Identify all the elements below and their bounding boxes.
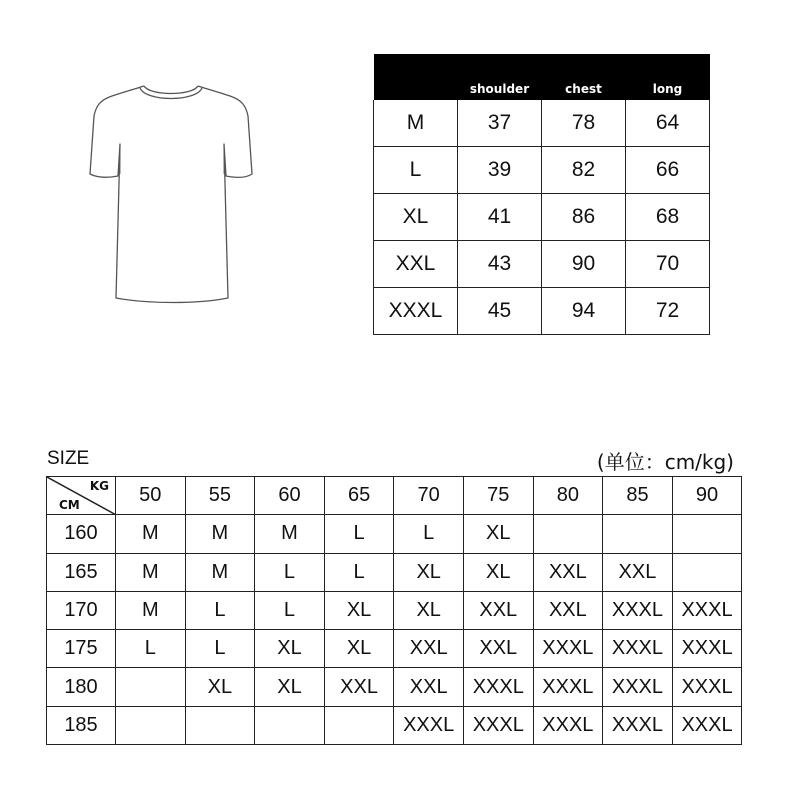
size-cell: XXXL <box>533 706 603 744</box>
weight-header: 85 <box>603 477 673 515</box>
table-cell: XL <box>374 194 458 241</box>
size-cell <box>185 706 255 744</box>
height-header: 170 <box>47 591 116 629</box>
table-cell: M <box>374 100 458 147</box>
t-shirt-icon <box>88 82 254 304</box>
table-cell: 66 <box>626 147 710 194</box>
measurement-header-shoulder: shoulder <box>458 54 542 100</box>
size-chart-table <box>46 476 742 745</box>
size-cell <box>324 706 394 744</box>
measurement-table <box>373 54 710 335</box>
weight-header: 90 <box>672 477 742 515</box>
size-cell <box>116 668 186 706</box>
table-cell: L <box>374 147 458 194</box>
table-cell: 70 <box>626 241 710 288</box>
table-cell: 72 <box>626 288 710 335</box>
size-cell: L <box>185 630 255 668</box>
size-cell: XXL <box>463 591 533 629</box>
size-cell: XXXL <box>533 668 603 706</box>
size-cell: L <box>394 515 464 553</box>
size-cell: XXXL <box>603 668 673 706</box>
size-cell: XXL <box>603 553 673 591</box>
size-cell: XXL <box>394 668 464 706</box>
size-cell: XL <box>324 591 394 629</box>
size-cell: XL <box>394 591 464 629</box>
table-row <box>374 194 710 241</box>
table-row <box>374 288 710 335</box>
table-cell: 39 <box>458 147 542 194</box>
size-cell: L <box>116 630 186 668</box>
size-cell: L <box>255 591 325 629</box>
table-cell: 78 <box>542 100 626 147</box>
table-cell: 43 <box>458 241 542 288</box>
table-row <box>374 241 710 288</box>
size-cell: XL <box>185 668 255 706</box>
size-cell: M <box>185 553 255 591</box>
size-cell: XXL <box>324 668 394 706</box>
table-row <box>374 147 710 194</box>
size-cell: M <box>116 515 186 553</box>
height-header: 185 <box>47 706 116 744</box>
size-cell: XXL <box>394 630 464 668</box>
size-cell: XXXL <box>463 668 533 706</box>
table-cell: 68 <box>626 194 710 241</box>
size-cell: XXXL <box>603 591 673 629</box>
size-cell: L <box>324 515 394 553</box>
size-cell: M <box>185 515 255 553</box>
size-cell <box>255 706 325 744</box>
measurement-header-chest: chest <box>542 54 626 100</box>
table-cell: 90 <box>542 241 626 288</box>
table-row <box>374 100 710 147</box>
measurement-header-long: long <box>626 54 710 100</box>
size-cell: XXXL <box>603 706 673 744</box>
height-header: 160 <box>47 515 116 553</box>
size-chart-unit: (单位：cm/kg) <box>596 450 734 474</box>
size-cell: XXXL <box>672 706 742 744</box>
size-cell <box>672 515 742 553</box>
size-cell: XXL <box>463 630 533 668</box>
table-row <box>47 668 742 706</box>
weight-header: 50 <box>116 477 186 515</box>
table-cell: 41 <box>458 194 542 241</box>
size-cell <box>603 515 673 553</box>
size-cell: XL <box>255 668 325 706</box>
size-cell: XXXL <box>672 630 742 668</box>
size-cell: XXXL <box>533 630 603 668</box>
size-cell: M <box>116 591 186 629</box>
size-cell: XL <box>324 630 394 668</box>
size-cell: L <box>324 553 394 591</box>
size-cell: M <box>255 515 325 553</box>
size-cell: XXL <box>533 591 603 629</box>
table-cell: 37 <box>458 100 542 147</box>
size-cell: XXXL <box>463 706 533 744</box>
size-cell: XL <box>394 553 464 591</box>
measurement-header-row <box>374 54 710 100</box>
height-header: 180 <box>47 668 116 706</box>
size-cell: XL <box>463 515 533 553</box>
size-cell: M <box>116 553 186 591</box>
table-row <box>47 706 742 744</box>
weight-header: 55 <box>185 477 255 515</box>
size-cell: XXXL <box>672 591 742 629</box>
table-row <box>47 630 742 668</box>
size-chart-title: SIZE <box>47 448 90 469</box>
size-cell: XXXL <box>603 630 673 668</box>
size-cell: XXXL <box>394 706 464 744</box>
weight-header: 65 <box>324 477 394 515</box>
size-cell: XL <box>255 630 325 668</box>
weight-header: 80 <box>533 477 603 515</box>
size-cell: L <box>185 591 255 629</box>
table-cell: 64 <box>626 100 710 147</box>
table-cell: 45 <box>458 288 542 335</box>
weight-header: 60 <box>255 477 325 515</box>
table-cell: XXL <box>374 241 458 288</box>
height-header: 175 <box>47 630 116 668</box>
table-row <box>47 553 742 591</box>
corner-cm-label: CM <box>59 498 80 513</box>
size-cell: XXL <box>533 553 603 591</box>
size-cell: XXXL <box>672 668 742 706</box>
size-cell <box>116 706 186 744</box>
size-cell <box>672 553 742 591</box>
table-cell: XXXL <box>374 288 458 335</box>
table-row <box>47 591 742 629</box>
height-header: 165 <box>47 553 116 591</box>
table-row <box>47 515 742 553</box>
table-cell: 86 <box>542 194 626 241</box>
corner-cell <box>47 477 116 515</box>
weight-header: 75 <box>463 477 533 515</box>
size-cell <box>533 515 603 553</box>
measurement-header-size <box>374 54 458 100</box>
weight-header-row <box>47 477 742 515</box>
size-cell: XL <box>463 553 533 591</box>
table-cell: 94 <box>542 288 626 335</box>
size-cell: L <box>255 553 325 591</box>
weight-header: 70 <box>394 477 464 515</box>
table-cell: 82 <box>542 147 626 194</box>
corner-kg-label: KG <box>89 479 109 493</box>
